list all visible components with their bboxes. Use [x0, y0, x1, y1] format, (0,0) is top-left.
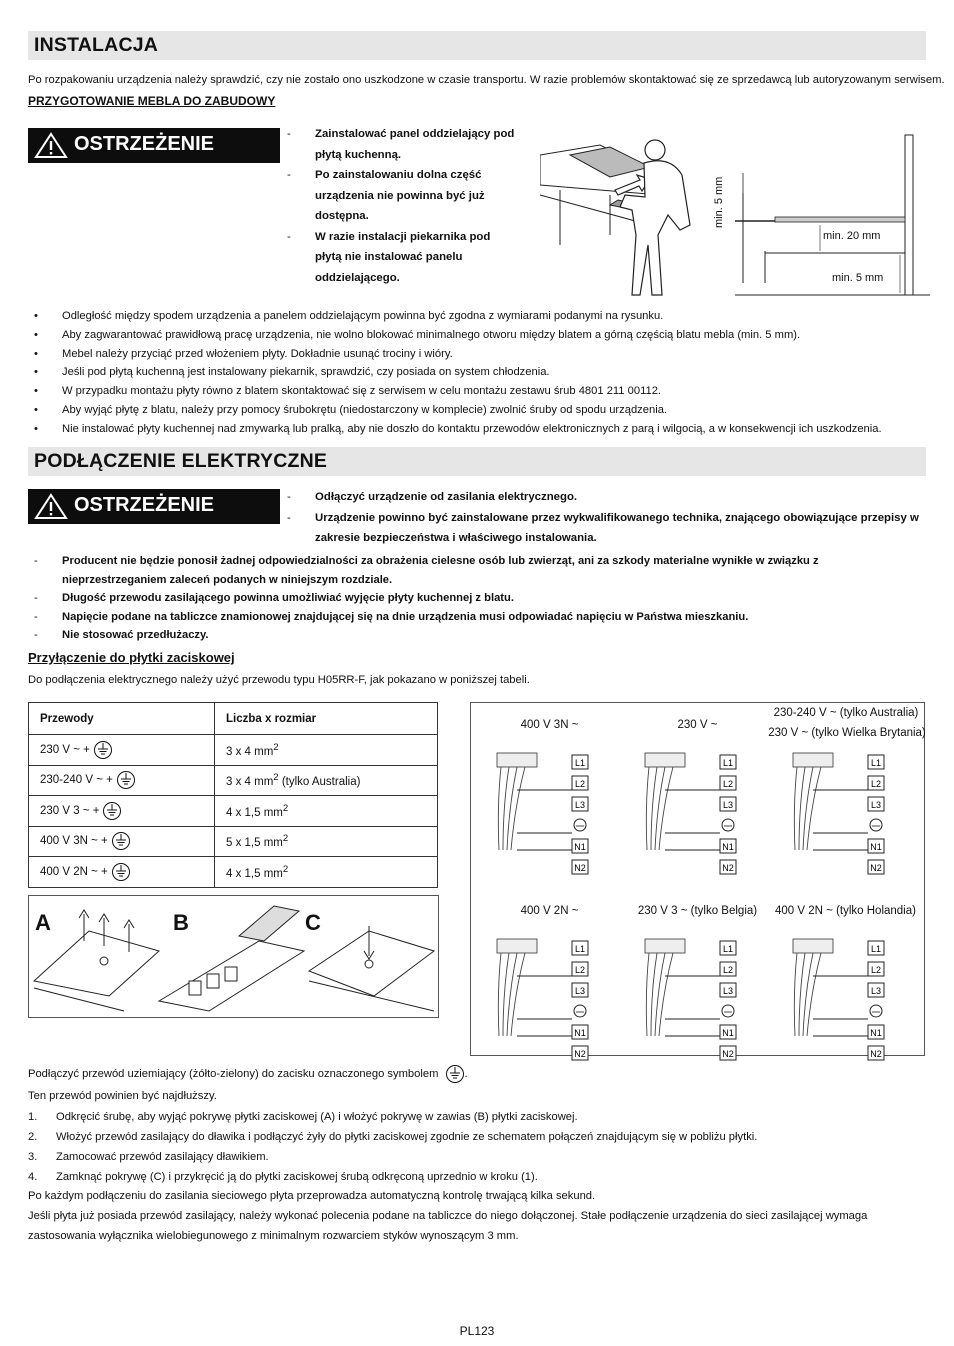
- terminal-cover-illustration: [28, 895, 439, 1018]
- list-item: • W przypadku montażu płyty równo z blatem skontaktować się z serwisem w celu montażu zestawu śrub 4801 211 00112.: [34, 382, 882, 401]
- dim-label-20: min. 20 mm: [823, 230, 881, 242]
- list-item: • Odległość między spodem urządzenia a panelem oddzielającym powinna być zgodna z wymiarami podanymi na rysunku.: [34, 307, 882, 326]
- section-title: PODŁĄCZENIE ELEKTRYCZNE: [34, 450, 328, 472]
- list-item: • Aby wyjąć płytę z blatu, należy przy pomocy śrubokrętu (niedostarczony w komplecie) zwolnić śruby od spodu urządzenia.: [34, 401, 882, 420]
- terminal-label: L1: [722, 944, 734, 954]
- section-title: INSTALACJA: [34, 34, 159, 56]
- ground-instruction: Podłączyć przewód uziemiający (żółto-zielony) do zacisku oznaczonego symbolem .: [28, 1064, 468, 1084]
- wire-type: 230 V ~ +: [40, 743, 90, 756]
- terminal-label: L2: [870, 779, 882, 789]
- terminal-label: N2: [870, 1049, 882, 1059]
- list-item: - Długość przewodu zasilającego powinna umożliwiać wyjęcie płyty kuchennej z blatu.: [34, 589, 914, 608]
- warning-triangle-icon: [34, 132, 68, 159]
- earth-ground-icon: [111, 862, 131, 882]
- terminal-block: [773, 745, 918, 875]
- table-header: Liczba x rozmiar: [215, 703, 438, 735]
- list-item: • Nie instalować płyty kuchennej nad zmywarką lub pralką, aby nie doszło do kontaktu przewodów elektronicznych z parą i wilgocią, a w konsekwencji ich uszkodzenia.: [34, 420, 882, 439]
- earth-ground-icon: [93, 740, 113, 760]
- wiring-diagram: [625, 703, 770, 873]
- terminal-label: N1: [722, 842, 734, 852]
- wiring-diagram: [477, 889, 622, 1059]
- list-item: - Po zainstalowaniu dolna część urządzenia nie powinna być już dostępna.: [287, 165, 517, 227]
- warning-label: OSTRZEŻENIE: [74, 494, 215, 516]
- earth-ground-icon: [111, 831, 131, 851]
- terminal-label: N1: [574, 1028, 586, 1038]
- diagram-subtitle: 230 V ~ (tylko Wielka Brytania): [768, 727, 926, 739]
- terminal-label: N2: [870, 863, 882, 873]
- terminal-label: L1: [870, 944, 882, 954]
- terminal-label: N1: [722, 1028, 734, 1038]
- electrical-items: [34, 552, 914, 645]
- table-row: 400 V 3N ~ + 5 x 1,5 $mm^2$: [29, 826, 438, 857]
- warning-triangle-icon: [34, 493, 68, 520]
- terminal-label: L1: [722, 758, 734, 768]
- terminal-label: L3: [722, 986, 734, 996]
- wire-size: 5 x 1,5 mm: [226, 837, 283, 850]
- terminal-label: N1: [870, 842, 882, 852]
- wire-type: 230-240 V ~ +: [40, 774, 113, 787]
- terminal-label: N2: [574, 1049, 586, 1059]
- terminal-label: N2: [722, 1049, 734, 1059]
- terminal-label: L3: [722, 800, 734, 810]
- terminal-label: L3: [574, 800, 586, 810]
- diagram-title: 230-240 V ~ (tylko Australia): [773, 707, 919, 719]
- dim-label-vertical: min. 5 mm: [713, 176, 725, 228]
- list-item: - Producent nie będzie ponosił żadnej odpowiedzialności za obrażenia cielesne osób lub zwierząt, ani za szkody materialne wynikłe w związku z nieprzestrzeganiem zaleceń podanych w niniejszym rozdziale.: [34, 552, 914, 589]
- earth-ground-icon: [116, 770, 136, 790]
- table-header: Przewody: [29, 703, 215, 735]
- wire-size: 4 x 1,5 mm: [226, 806, 283, 819]
- terminal-label: L2: [722, 965, 734, 975]
- connection-steps: [28, 1107, 757, 1187]
- list-item: 4. Zamknąć pokrywę (C) i przykręcić ją do płytki zaciskowej śrubą odkręconą uprzednio w kroku (1).: [28, 1171, 538, 1183]
- section-header-installation: [28, 31, 926, 60]
- terminal-label: L3: [870, 986, 882, 996]
- warning-label: OSTRZEŻENIE: [74, 133, 215, 155]
- wiring-diagram: [625, 889, 770, 1059]
- terminal-label: N1: [870, 1028, 882, 1038]
- diagram-title: 230 V 3 ~ (tylko Belgia): [637, 905, 758, 917]
- list-item: - Napięcie podane na tabliczce znamionowej znajdującej się na dnie urządzenia musi odpowiadać napięciu w Państwa mieszkaniu.: [34, 608, 914, 627]
- terminal-label: N1: [574, 842, 586, 852]
- list-item: 2. Włożyć przewód zasilający do dławika i podłączyć żyły do płytki zaciskowej zgodnie ze schematem połączeń znajdującym się w pobliżu płytki.: [28, 1131, 758, 1143]
- terminal-label: N2: [722, 863, 734, 873]
- wire-type: 230 V 3 ~ +: [40, 804, 100, 817]
- warning-banner: [28, 128, 280, 163]
- warning-banner: [28, 489, 280, 524]
- diagram-title: 400 V 2N ~: [520, 905, 579, 917]
- terminal-label: L1: [574, 944, 586, 954]
- subsection-intro: Do podłączenia elektrycznego należy użyć przewodu typu H05RR-F, jak pokazano w poniższej tabeli.: [28, 674, 530, 686]
- diagram-title: 400 V 3N ~: [520, 719, 579, 731]
- terminal-block: [477, 931, 622, 1061]
- install-bullets: [34, 307, 882, 439]
- terminal-block: [625, 931, 770, 1061]
- wire-size: 3 x 4 mm: [226, 776, 274, 789]
- terminal-label: L2: [574, 965, 586, 975]
- list-item: • Mebel należy przyciąć przed włożeniem płyty. Dokładnie usunąć trociny i wióry.: [34, 345, 882, 364]
- earth-ground-icon: [102, 801, 122, 821]
- terminal-label: L1: [870, 758, 882, 768]
- list-item: - Urządzenie powinno być zainstalowane przez wykwalifikowanego technika, znającego obowiązujące przepisy w zakresie bezpieczeństwa i właściwego instalowania.: [287, 508, 927, 549]
- terminal-label: L2: [574, 779, 586, 789]
- section-header-electrical: [28, 447, 926, 476]
- warning-list: [287, 124, 517, 288]
- wiring-diagram: [768, 703, 926, 873]
- terminal-label: L1: [574, 758, 586, 768]
- intro-text: Po rozpakowaniu urządzenia należy sprawdzić, czy nie zostało ono uszkodzone w czasie transportu. W razie problemów skontaktować się ze sprzedawcą lub autoryzowanym serwisem.: [28, 74, 945, 86]
- diagram-title: 230 V ~: [677, 719, 718, 731]
- step-letter-a: A: [35, 910, 51, 935]
- list-item: - Odłączyć urządzenie od zasilania elektrycznego.: [287, 487, 927, 508]
- step-letter-c: C: [305, 910, 321, 935]
- list-item: 3. Zamocować przewód zasilający dławikiem.: [28, 1151, 269, 1163]
- list-item: - Nie stosować przedłużaczy.: [34, 626, 914, 645]
- list-item: - W razie instalacji piekarnika pod płytą nie instalować panelu oddzielającego.: [287, 227, 517, 289]
- wire-type: 400 V 3N ~ +: [40, 835, 108, 848]
- terminal-block: [773, 931, 918, 1061]
- terminal-label: L2: [870, 965, 882, 975]
- wiring-diagram: [477, 703, 622, 873]
- dim-label-5: min. 5 mm: [832, 272, 884, 284]
- terminal-block: [477, 745, 622, 875]
- after-text-2: Jeśli płyta już posiada przewód zasilający, należy wykonać polecenia podane na tabliczce do niego dołączonej. Stałe podłączenie urządzenia do sieci zasilającej wymaga zastosowania wyłącznika wielobiegunowego z minimalnym rozwarciem styków wynoszącym 3 mm.: [28, 1210, 868, 1242]
- ground-note: Ten przewód powinien być najdłuższy.: [28, 1090, 217, 1102]
- subsection-title: Przyłączenie do płytki zaciskowej: [28, 650, 235, 665]
- after-text-1: Po każdym podłączeniu do zasilania sieciowego płyta przeprowadza automatyczną kontrolę trwającą kilka sekund.: [28, 1190, 596, 1202]
- wire-size: 4 x 1,5 mm: [226, 867, 283, 880]
- subheading: PRZYGOTOWANIE MEBLA DO ZABUDOWY: [28, 94, 276, 108]
- list-item: • Jeśli pod płytą kuchenną jest instalowany piekarnik, sprawdzić, czy posiada on system chłodzenia.: [34, 363, 882, 382]
- terminal-block: [625, 745, 770, 875]
- wiring-diagrams: [470, 702, 926, 1059]
- table-row: 400 V 2N ~ + 4 x 1,5 $mm^2$: [29, 857, 438, 888]
- wiring-diagram: [773, 889, 918, 1059]
- page-number: PL123: [459, 1324, 495, 1338]
- table-row: 230 V 3 ~ + 4 x 1,5 $mm^2$: [29, 796, 438, 827]
- wire-table: [28, 702, 438, 888]
- list-item: • Aby zagwarantować prawidłową pracę urządzenia, nie wolno blokować minimalnego otworu między blatem a górną częścią blatu mebla (min. 5 mm).: [34, 326, 882, 345]
- table-header-row: [29, 703, 438, 735]
- terminal-label: L3: [574, 986, 586, 996]
- warning-list: [287, 487, 927, 549]
- diagram-title: 400 V 2N ~ (tylko Holandia): [775, 905, 916, 917]
- list-item: 1. Odkręcić śrubę, aby wyjąć pokrywę płytki zaciskowej (A) i włożyć pokrywę w zawias (B) płytki zaciskowej.: [28, 1111, 578, 1123]
- table-row: 230-240 V ~ + 3 x 4 $mm^2$ (tylko Australia): [29, 765, 438, 796]
- list-item: - Zainstalować panel oddzielający pod płytą kuchenną.: [287, 124, 517, 165]
- wire-type: 400 V 2N ~ +: [40, 865, 108, 878]
- table-row: 230 V ~ + 3 x 4 $mm^2$: [29, 735, 438, 766]
- terminal-label: L2: [722, 779, 734, 789]
- step-letter-b: B: [173, 910, 189, 935]
- earth-ground-icon: [445, 1064, 465, 1084]
- terminal-label: N2: [574, 863, 586, 873]
- installation-illustration: [540, 135, 720, 300]
- terminal-label: L3: [870, 800, 882, 810]
- wire-size: 3 x 4 mm: [226, 745, 274, 758]
